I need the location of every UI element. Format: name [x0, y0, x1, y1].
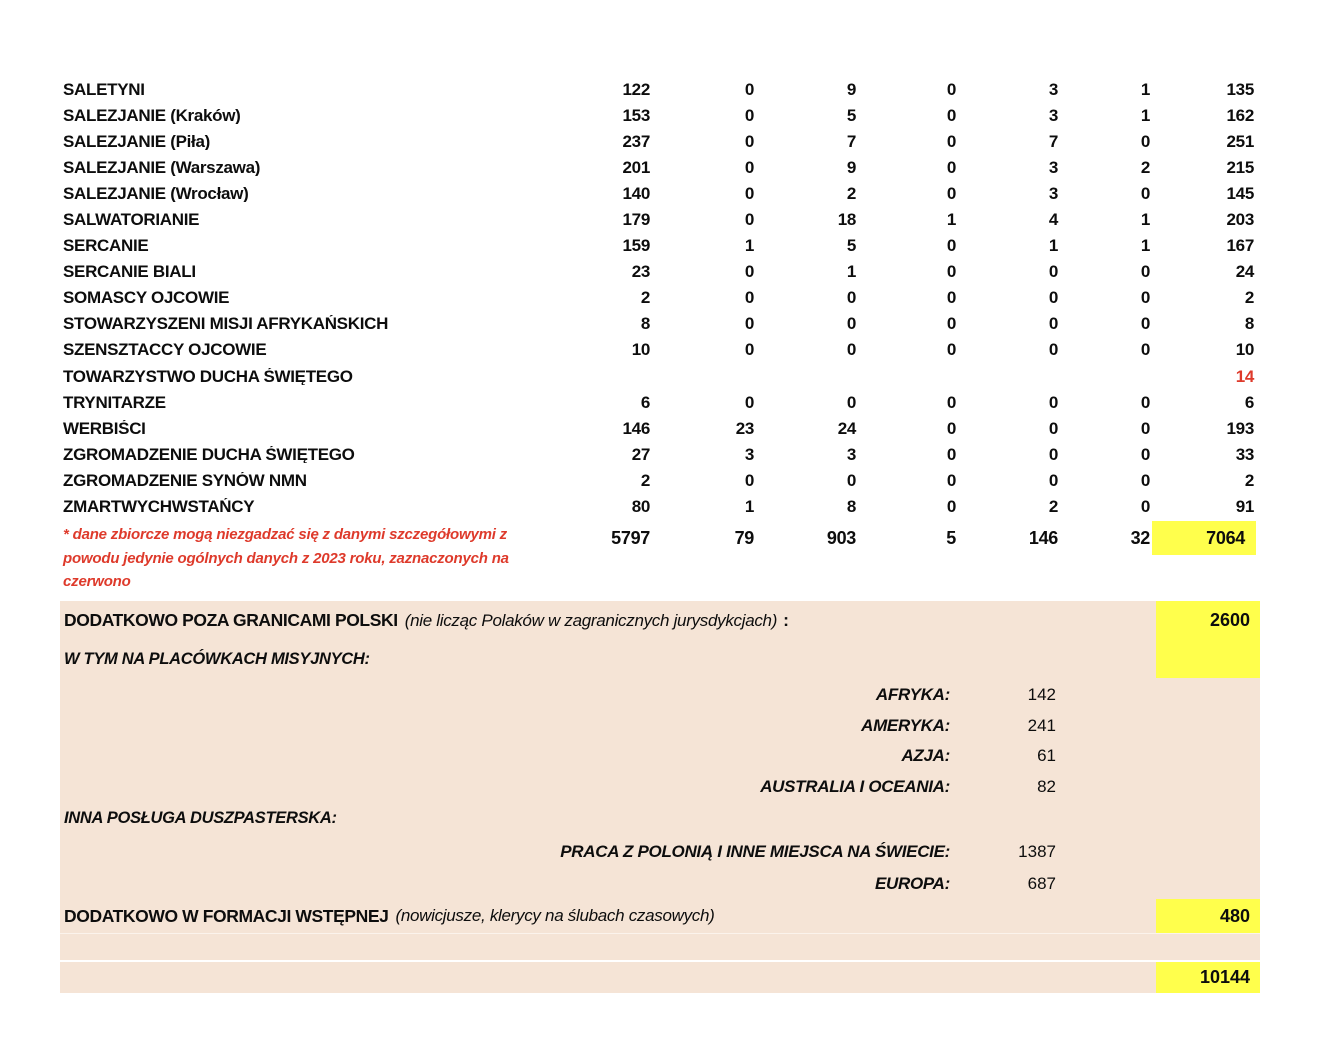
value-cell: 1 [946, 210, 956, 230]
order-name: SERCANIE BIALI [63, 263, 196, 281]
row-total-cell: 91 [1235, 497, 1254, 517]
value-cell: 0 [846, 288, 856, 308]
table-row [60, 389, 1256, 415]
order-name: SALEZJANIE (Kraków) [63, 106, 241, 124]
table-row [60, 233, 1256, 259]
order-name: SALEZJANIE (Wrocław) [63, 184, 249, 202]
value-cell: 23 [735, 418, 754, 438]
value-cell: 0 [1140, 418, 1150, 438]
mission-row [60, 711, 1260, 741]
value-cell: 0 [846, 314, 856, 334]
value-cell: 0 [744, 79, 754, 99]
row-separator [60, 933, 1260, 934]
row-total-cell: 8 [1244, 314, 1254, 334]
table-row [60, 467, 1256, 493]
order-name: TOWARZYSTWO DUCHA ŚWIĘTEGO [63, 367, 353, 385]
value-cell: 0 [946, 340, 956, 360]
value-cell: 18 [837, 210, 856, 230]
value-cell: 0 [946, 262, 956, 282]
value-cell: 9 [846, 79, 856, 99]
mission-row [60, 678, 1260, 711]
table-row [60, 259, 1256, 285]
value-cell: 80 [631, 497, 650, 517]
value-cell: 0 [1048, 288, 1058, 308]
value-cell: 3 [846, 444, 856, 464]
value-cell: 0 [1048, 418, 1058, 438]
totals-cell: 5 [946, 527, 956, 548]
grand-total-badge: 10144 [1156, 962, 1260, 993]
orders-table [60, 76, 1256, 520]
order-name: WERBIŚCI [63, 419, 146, 437]
value-cell: 2 [1140, 157, 1150, 177]
formation-note: (nowicjusze, klerycy na ślubach czasowych) [395, 906, 715, 925]
value-cell: 1 [1140, 236, 1150, 256]
row-total-cell: 6 [1244, 392, 1254, 412]
value-cell: 0 [1140, 183, 1150, 203]
value-cell: 2 [640, 470, 650, 490]
value-cell: 0 [946, 288, 956, 308]
order-name: ZGROMADZENIE DUCHA ŚWIĘTEGO [63, 445, 355, 463]
value-cell: 0 [1140, 444, 1150, 464]
abroad-title-colon: : [783, 610, 789, 630]
abroad-total-badge: 2600 [1156, 601, 1260, 678]
value-cell: 0 [846, 470, 856, 490]
ministry-row [60, 835, 1260, 868]
grand-total-row [60, 962, 1260, 993]
value-cell: 4 [1048, 210, 1058, 230]
value-cell: 0 [1140, 497, 1150, 517]
totals-cell: 146 [1028, 527, 1058, 548]
value-cell: 1 [846, 262, 856, 282]
totals-cell: 79 [734, 527, 754, 548]
value-cell: 122 [622, 79, 650, 99]
table-row [60, 363, 1256, 389]
formation-title: DODATKOWO W FORMACJI WSTĘPNEJ [64, 905, 389, 926]
value-cell: 179 [622, 210, 650, 230]
value-cell: 1 [1140, 105, 1150, 125]
mission-label: AZJA: [901, 746, 950, 765]
value-cell: 0 [744, 105, 754, 125]
value-cell: 0 [744, 288, 754, 308]
value-cell: 0 [946, 314, 956, 334]
value-cell: 2 [1048, 497, 1058, 517]
formation-row [60, 899, 1260, 933]
grand-total-cell: 7064 [1152, 521, 1256, 555]
table-row [60, 206, 1256, 232]
value-cell: 5 [846, 236, 856, 256]
value-cell: 0 [946, 105, 956, 125]
value-cell: 0 [946, 444, 956, 464]
order-name: SOMASCY OJCOWIE [63, 289, 230, 307]
row-total-cell: 145 [1226, 183, 1254, 203]
value-cell: 0 [744, 183, 754, 203]
value-cell: 0 [1140, 131, 1150, 151]
missions-heading: W TYM NA PLACÓWKACH MISYJNYCH: [64, 649, 370, 668]
value-cell: 23 [631, 262, 650, 282]
value-cell: 0 [744, 314, 754, 334]
mission-label: AMERYKA: [861, 716, 950, 735]
value-cell: 0 [946, 418, 956, 438]
value-cell: 0 [846, 340, 856, 360]
value-cell: 140 [622, 183, 650, 203]
row-total-cell: 135 [1226, 79, 1254, 99]
row-total-cell: 162 [1226, 105, 1254, 125]
row-total-cell: 167 [1226, 236, 1254, 256]
order-name: ZMARTWYCHWSTAŃCY [63, 498, 255, 516]
value-cell: 8 [640, 314, 650, 334]
order-name: SZENSZTACCY OJCOWIE [63, 341, 267, 359]
mission-value: 142 [1027, 684, 1056, 704]
value-cell: 8 [846, 497, 856, 517]
table-row [60, 154, 1256, 180]
value-cell: 2 [846, 183, 856, 203]
value-cell: 1 [1140, 210, 1150, 230]
value-cell: 237 [622, 131, 650, 151]
ministry-value: 687 [1027, 873, 1056, 893]
value-cell: 1 [1140, 79, 1150, 99]
value-cell: 146 [622, 418, 650, 438]
row-total-cell: 215 [1226, 157, 1254, 177]
value-cell: 7 [846, 131, 856, 151]
order-name: SALWATORIANIE [63, 211, 200, 229]
value-cell: 24 [837, 418, 856, 438]
totals-cell: 5797 [611, 527, 650, 548]
value-cell: 0 [1048, 314, 1058, 334]
row-total-cell: 2 [1244, 470, 1254, 490]
value-cell: 0 [1140, 314, 1150, 334]
ministry-label: PRACA Z POLONIĄ I INNE MIEJSCA NA ŚWIECIE: [560, 841, 950, 861]
value-cell: 1 [744, 497, 754, 517]
abroad-title: DODATKOWO POZA GRANICAMI POLSKI [64, 610, 398, 630]
mission-value: 61 [1037, 746, 1056, 765]
totals-cell: 32 [1130, 527, 1150, 548]
table-row [60, 337, 1256, 363]
value-cell: 0 [846, 392, 856, 412]
value-cell: 27 [631, 444, 650, 464]
table-row [60, 180, 1256, 206]
value-cell: 0 [744, 392, 754, 412]
value-cell: 0 [744, 340, 754, 360]
mission-value: 241 [1027, 716, 1056, 735]
value-cell: 0 [1048, 262, 1058, 282]
table-row [60, 494, 1256, 520]
value-cell: 3 [1048, 79, 1058, 99]
footnote-text: * dane zbiorcze mogą niezgadzać się z danymi szczegółowymi z powodu jedynie ogólnych danych z 2023 roku, zaznaczonych na czerwono [63, 526, 509, 590]
row-total-cell: 193 [1226, 418, 1254, 438]
value-cell: 0 [946, 131, 956, 151]
value-cell: 0 [1048, 340, 1058, 360]
value-cell: 0 [946, 236, 956, 256]
value-cell: 0 [1140, 262, 1150, 282]
row-total-cell: 203 [1226, 210, 1254, 230]
row-total-cell: 14 [1235, 366, 1254, 386]
row-total-cell: 33 [1235, 444, 1254, 464]
value-cell: 3 [1048, 105, 1058, 125]
mission-label: AUSTRALIA I OCEANIA: [760, 776, 950, 796]
value-cell: 0 [946, 392, 956, 412]
value-cell: 0 [1048, 392, 1058, 412]
value-cell: 153 [622, 105, 650, 125]
value-cell: 0 [744, 157, 754, 177]
value-cell: 9 [846, 157, 856, 177]
value-cell: 1 [1048, 236, 1058, 256]
value-cell: 10 [631, 340, 650, 360]
table-row [60, 128, 1256, 154]
row-total-cell: 24 [1235, 262, 1254, 282]
value-cell: 201 [622, 157, 650, 177]
value-cell: 0 [946, 157, 956, 177]
row-total-cell: 251 [1226, 131, 1254, 151]
value-cell: 0 [744, 262, 754, 282]
order-name: SALETYNI [63, 80, 145, 98]
other-ministry-heading: INNA POSŁUGA DUSZPASTERSKA: [64, 809, 337, 827]
value-cell: 0 [1048, 444, 1058, 464]
mission-row [60, 741, 1260, 771]
value-cell: 0 [744, 131, 754, 151]
formation-total-badge: 480 [1156, 899, 1260, 933]
abroad-title-row [60, 601, 1260, 640]
order-name: TRYNITARZE [63, 393, 166, 411]
value-cell: 3 [744, 444, 754, 464]
value-cell: 0 [946, 470, 956, 490]
mission-value: 82 [1037, 776, 1056, 796]
ministry-label: EUROPA: [874, 873, 950, 893]
abroad-title-note: (nie licząc Polaków w zagranicznych jurysdykcjach) [404, 610, 778, 630]
other-ministry-heading-row [60, 802, 1260, 835]
value-cell: 0 [946, 183, 956, 203]
table-row [60, 285, 1256, 311]
value-cell: 0 [1140, 340, 1150, 360]
value-cell: 0 [1140, 470, 1150, 490]
value-cell: 1 [744, 236, 754, 256]
missions-heading-row [60, 640, 1260, 678]
value-cell: 0 [744, 470, 754, 490]
value-cell: 6 [640, 392, 650, 412]
mission-label: AFRYKA: [875, 684, 950, 704]
value-cell: 0 [1140, 392, 1150, 412]
order-name: STOWARZYSZENI MISJI AFRYKAŃSKICH [63, 315, 389, 333]
table-row [60, 415, 1256, 441]
totals-cell: 903 [826, 527, 856, 548]
table-row [60, 311, 1256, 337]
value-cell: 3 [1048, 183, 1058, 203]
row-total-cell: 10 [1235, 340, 1254, 360]
order-name: SERCANIE [63, 237, 149, 255]
order-name: SALEZJANIE (Piła) [63, 132, 210, 150]
value-cell: 0 [1048, 470, 1058, 490]
value-cell: 0 [1140, 288, 1150, 308]
row-total-cell: 2 [1244, 288, 1254, 308]
value-cell: 0 [744, 210, 754, 230]
ministry-value: 1387 [1018, 841, 1056, 861]
value-cell: 0 [946, 497, 956, 517]
order-name: SALEZJANIE (Warszawa) [63, 158, 261, 176]
table-row [60, 441, 1256, 467]
abroad-section [60, 601, 1260, 960]
value-cell: 7 [1048, 131, 1058, 151]
value-cell: 5 [846, 105, 856, 125]
table-row [60, 102, 1256, 128]
table-row [60, 76, 1256, 102]
value-cell: 159 [622, 236, 650, 256]
mission-row [60, 771, 1260, 802]
order-name: ZGROMADZENIE SYNÓW NMN [63, 471, 307, 489]
ministry-row [60, 868, 1260, 899]
value-cell: 0 [946, 79, 956, 99]
value-cell: 2 [640, 288, 650, 308]
value-cell: 3 [1048, 157, 1058, 177]
